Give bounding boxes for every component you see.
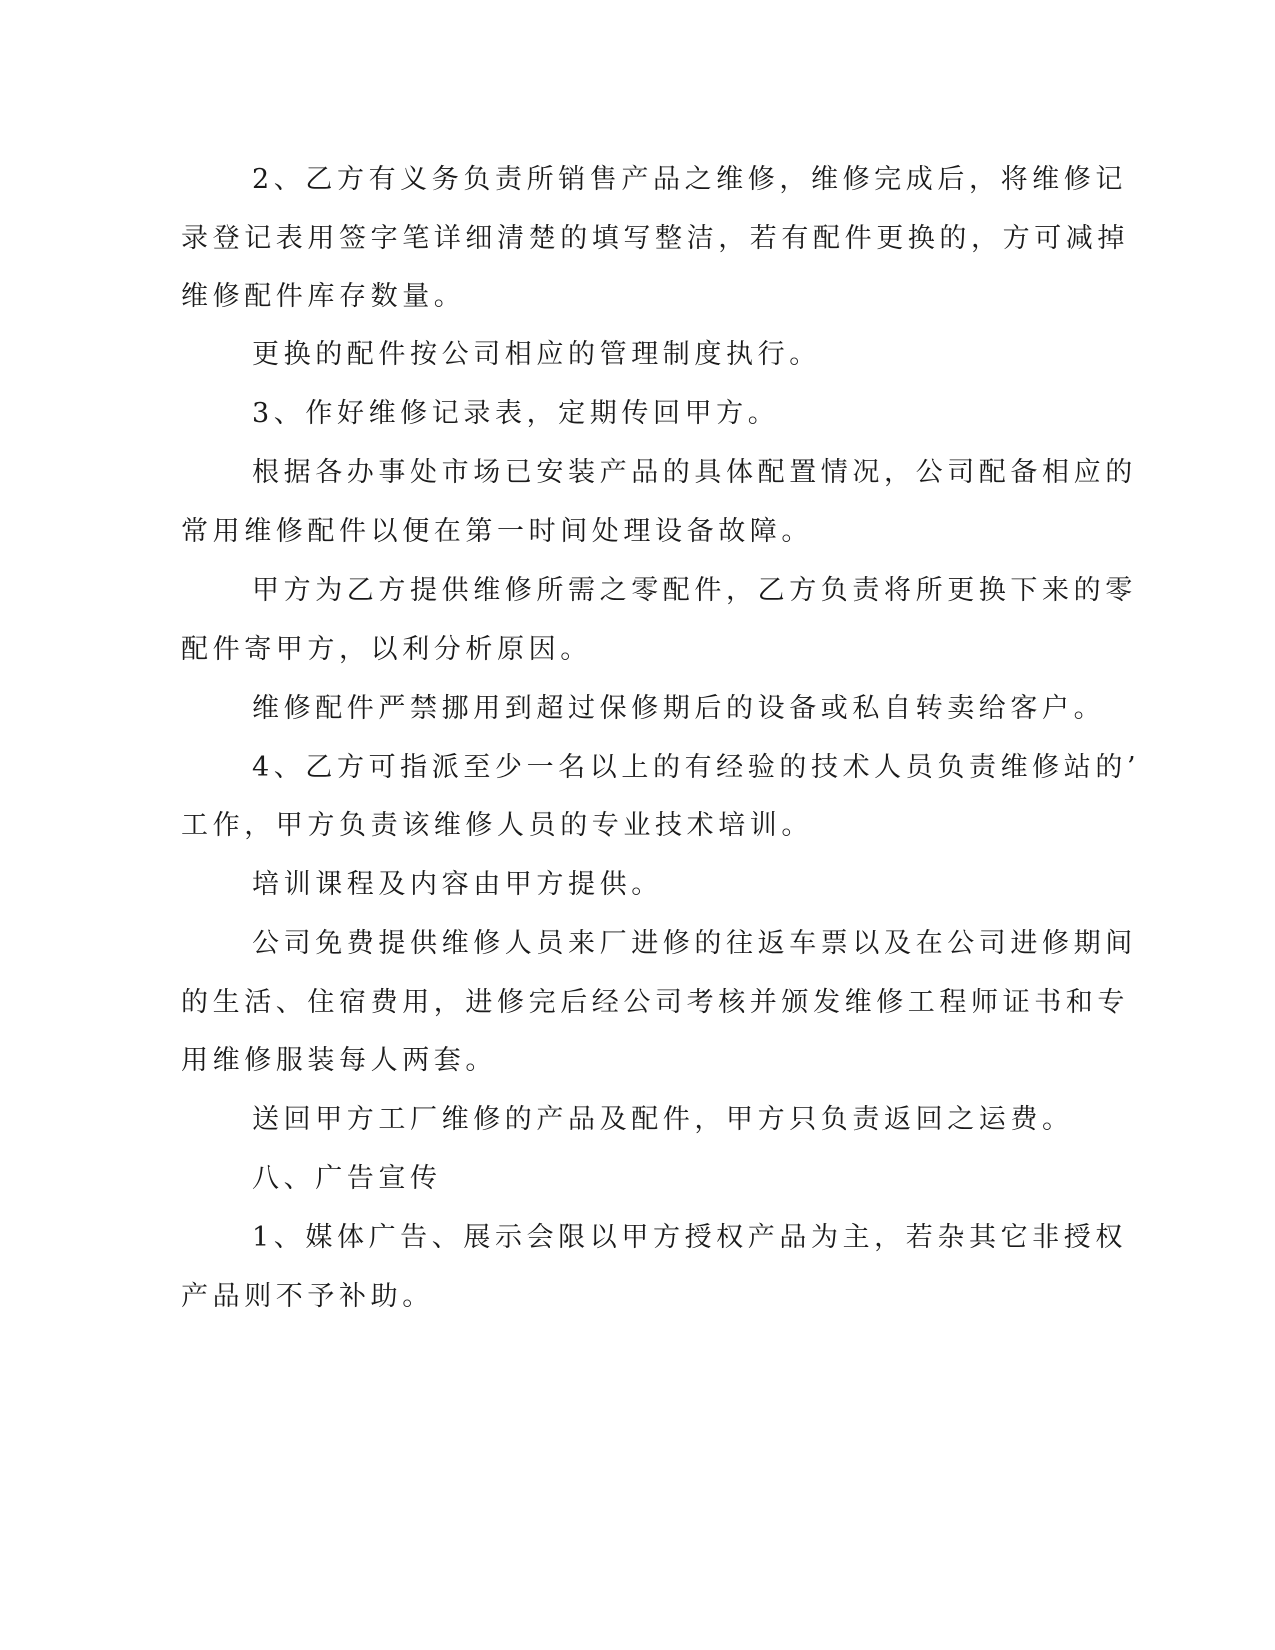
text-line: 公司免费提供维修人员来厂进修的往返车票以及在公司进修期间 [252, 928, 1137, 959]
text-line: 用维修服装每人两套。 [181, 1045, 497, 1076]
text-line: 2、乙方有义务负责所销售产品之维修，维修完成后，将维修记 [252, 164, 1127, 195]
text-line: 的生活、住宿费用，进修完后经公司考核并颁发维修工程师证书和专 [181, 987, 1129, 1018]
text-line: 1、媒体广告、展示会限以甲方授权产品为主，若杂其它非授权 [252, 1222, 1127, 1253]
section-heading: 八、广告宣传 [252, 1163, 442, 1194]
text-line: 维修配件严禁挪用到超过保修期后的设备或私自转卖给客户。 [252, 693, 1106, 724]
text-line: 常用维修配件以便在第一时间处理设备故障。 [181, 516, 813, 547]
text-line: 更换的配件按公司相应的管理制度执行。 [252, 339, 821, 370]
text-line: 录登记表用签字笔详细清楚的填写整洁，若有配件更换的，方可减掉 [181, 223, 1129, 254]
text-line: 配件寄甲方，以利分析原因。 [181, 634, 592, 665]
text-line: 工作，甲方负责该维修人员的专业技术培训。 [181, 810, 813, 841]
text-line: 产品则不予补助。 [181, 1281, 434, 1312]
text-line: 3、作好维修记录表，定期传回甲方。 [252, 398, 780, 429]
text-line: 维修配件库存数量。 [181, 281, 466, 312]
text-line: 培训课程及内容由甲方提供。 [252, 869, 663, 900]
text-line: 4、乙方可指派至少一名以上的有经验的技术人员负责维修站的’ [252, 752, 1141, 783]
text-line: 送回甲方工厂维修的产品及配件，甲方只负责返回之运费。 [252, 1104, 1074, 1135]
text-line: 根据各办事处市场已安装产品的具体配置情况，公司配备相应的 [252, 457, 1137, 488]
text-line: 甲方为乙方提供维修所需之零配件，乙方负责将所更换下来的零 [252, 575, 1137, 606]
